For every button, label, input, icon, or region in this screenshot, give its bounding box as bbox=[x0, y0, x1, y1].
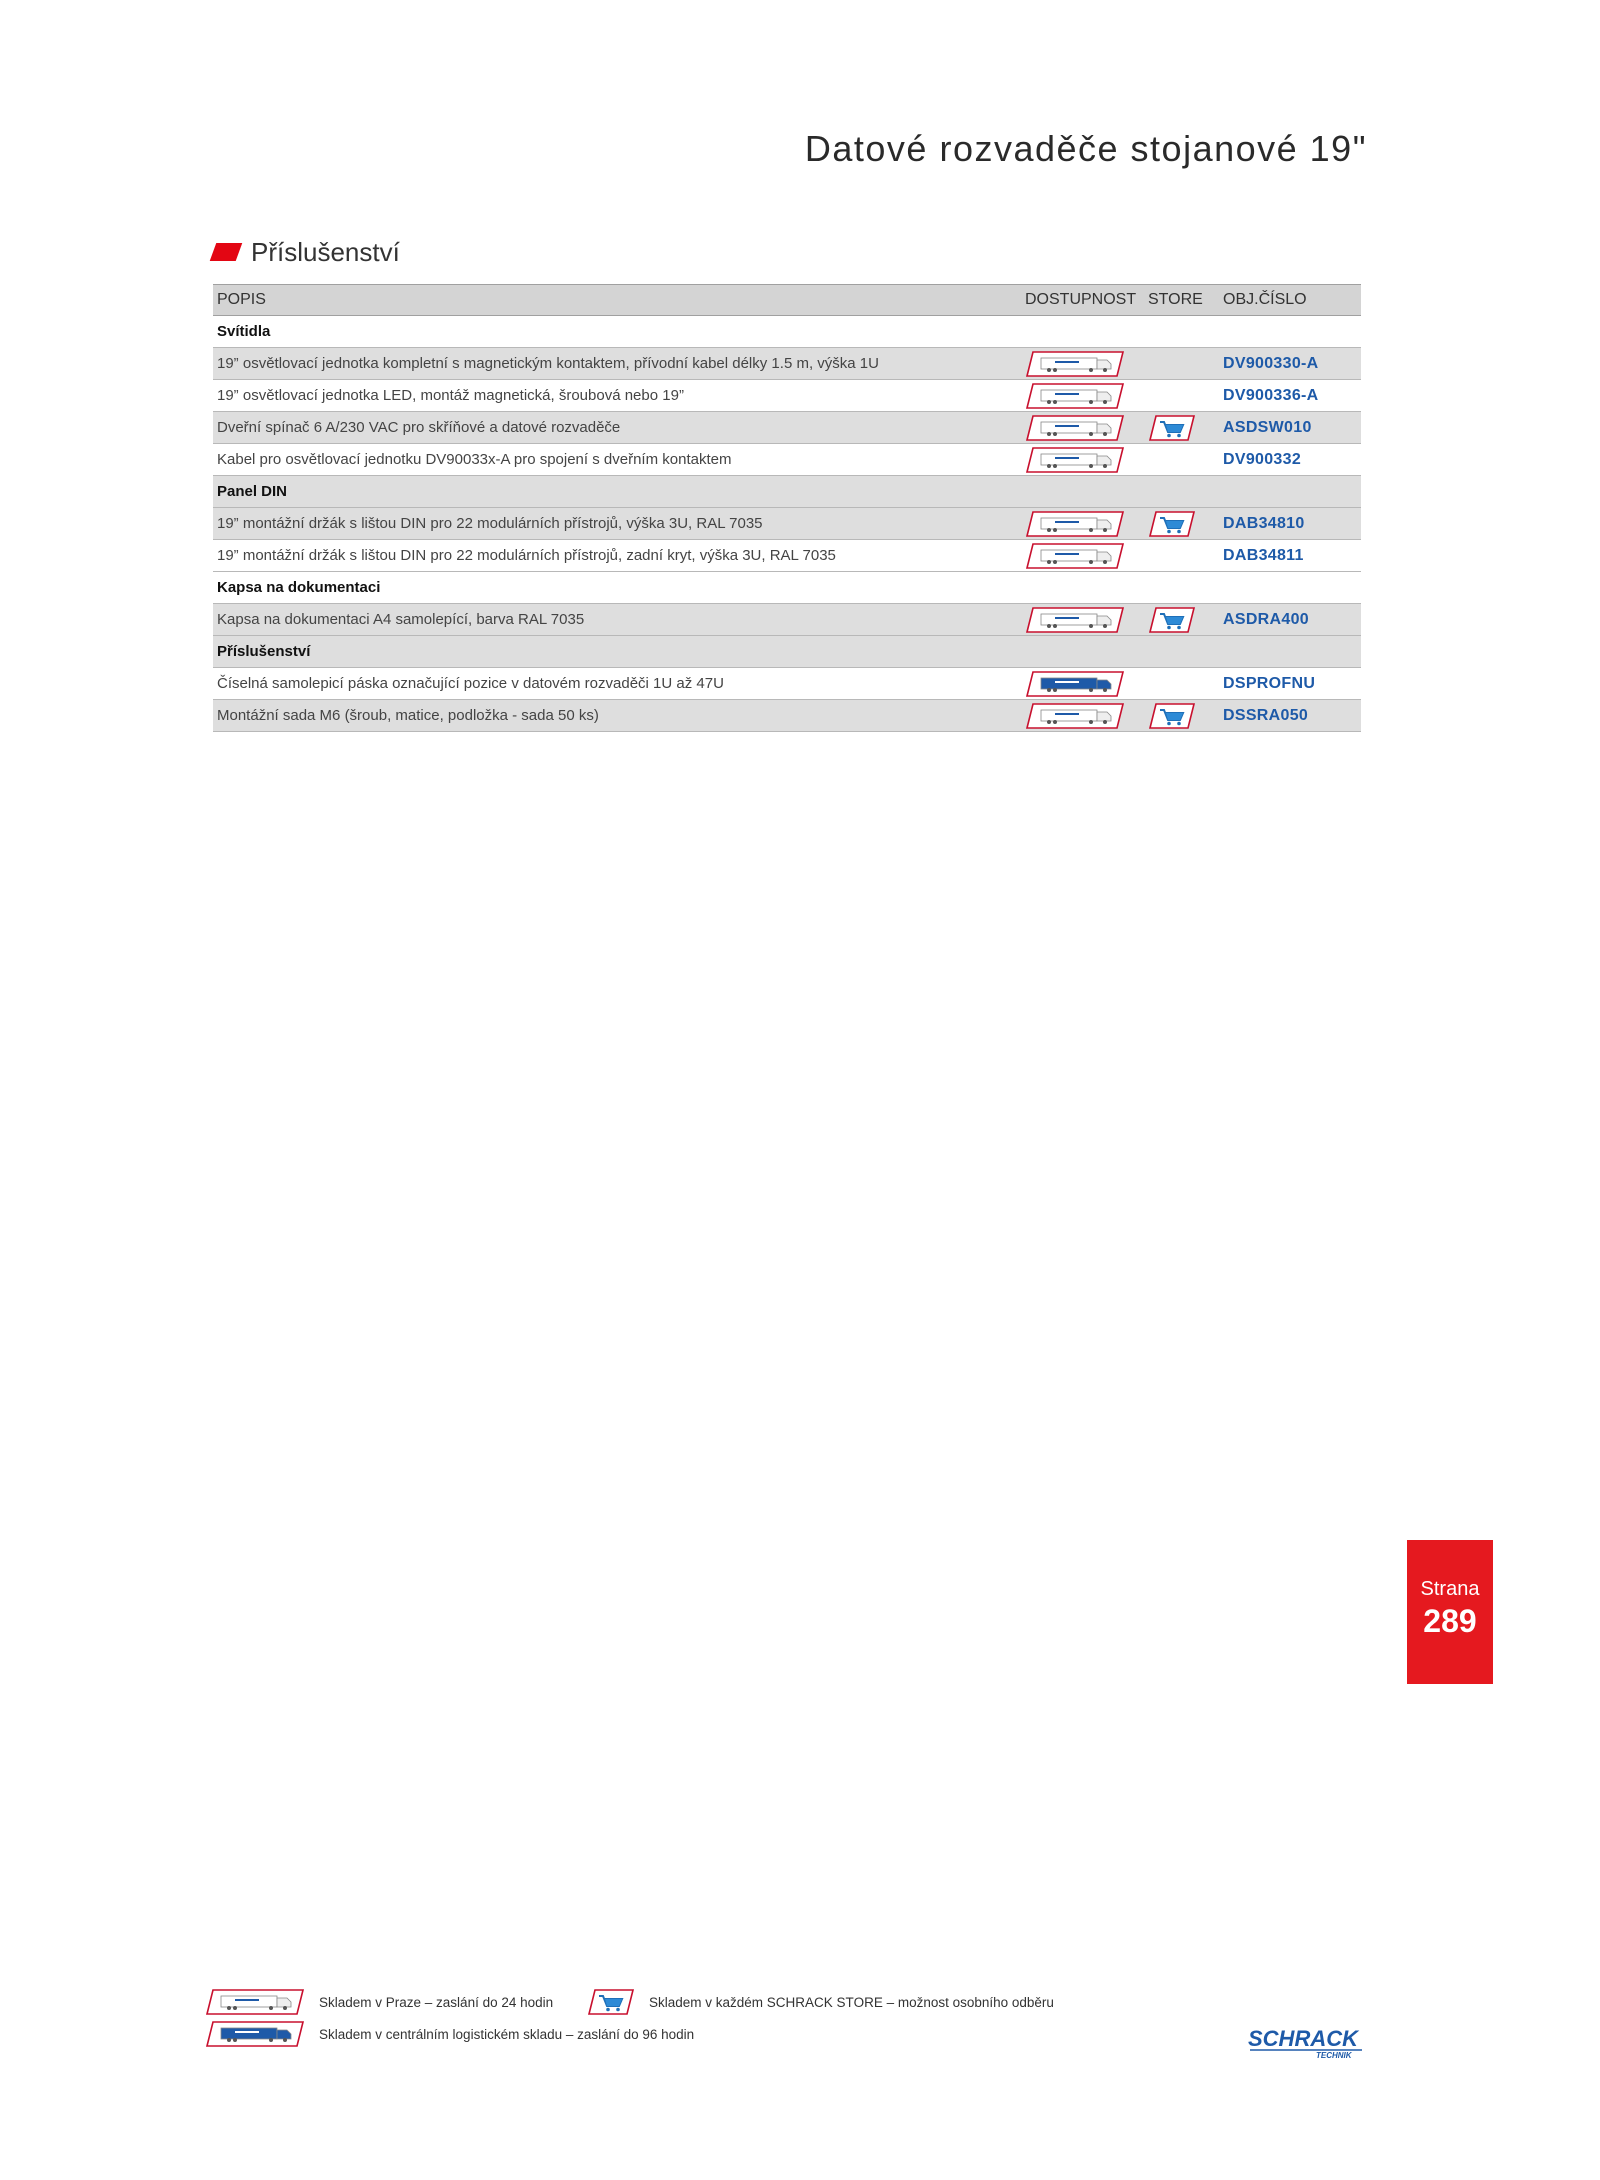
cart-icon bbox=[1144, 604, 1219, 636]
store-empty bbox=[1144, 668, 1219, 700]
order-code-link[interactable]: ASDRA400 bbox=[1219, 604, 1361, 636]
section-heading bbox=[213, 236, 400, 268]
product-description: Kabel pro osvětlovací jednotku DV90033x-A pro spojení s dveřním kontaktem bbox=[213, 444, 1021, 476]
truck-white-icon bbox=[205, 1988, 305, 2016]
product-table bbox=[213, 284, 1361, 732]
product-description: 19” montážní držák s lištou DIN pro 22 modulárních přístrojů, výška 3U, RAL 7035 bbox=[213, 508, 1021, 540]
group-title: Příslušenství bbox=[213, 636, 1361, 668]
table-row bbox=[213, 348, 1361, 380]
store-empty bbox=[1144, 348, 1219, 380]
group-title: Kapsa na dokumentaci bbox=[213, 572, 1361, 604]
svg-text:SCHRACK: SCHRACK bbox=[1248, 2026, 1358, 2051]
product-description: Číselná samolepicí páska označující pozice v datovém rozvaděči 1U až 47U bbox=[213, 668, 1021, 700]
legend-store-text: Skladem v každém SCHRACK STORE – možnost osobního odběru bbox=[649, 1994, 1054, 2010]
group-row bbox=[213, 476, 1361, 508]
product-description: Montážní sada M6 (šroub, matice, podložka - sada 50 ks) bbox=[213, 700, 1021, 732]
group-row bbox=[213, 636, 1361, 668]
group-row bbox=[213, 572, 1361, 604]
product-description: Kapsa na dokumentaci A4 samolepící, barva RAL 7035 bbox=[213, 604, 1021, 636]
truck-blue-icon bbox=[1021, 668, 1144, 700]
legend-central bbox=[205, 2020, 694, 2048]
section-title: Příslušenství bbox=[251, 236, 400, 267]
page-title: Datové rozvaděče stojanové 19" bbox=[804, 128, 1367, 169]
truck-white-icon bbox=[1021, 444, 1144, 476]
cart-icon bbox=[1144, 700, 1219, 732]
truck-white-icon bbox=[1021, 604, 1144, 636]
table-row bbox=[213, 412, 1361, 444]
table-row bbox=[213, 444, 1361, 476]
order-code-link[interactable]: ASDSW010 bbox=[1219, 412, 1361, 444]
truck-white-icon bbox=[1021, 700, 1144, 732]
table-header-row bbox=[213, 285, 1361, 316]
table-row bbox=[213, 380, 1361, 412]
order-code-link[interactable]: DV900336-A bbox=[1219, 380, 1361, 412]
table-row bbox=[213, 540, 1361, 572]
group-title: Svítidla bbox=[213, 316, 1361, 348]
table-row bbox=[213, 700, 1361, 732]
product-description: 19” osvětlovací jednotka LED, montáž magnetická, šroubová nebo 19” bbox=[213, 380, 1021, 412]
header-popis: POPIS bbox=[213, 285, 1021, 316]
store-empty bbox=[1144, 380, 1219, 412]
red-parallelogram-icon bbox=[210, 243, 243, 261]
truck-white-icon bbox=[1021, 508, 1144, 540]
table-row bbox=[213, 668, 1361, 700]
legend-praha-text: Skladem v Praze – zaslání do 24 hodin bbox=[319, 1994, 554, 2010]
cart-icon bbox=[1144, 508, 1219, 540]
truck-white-icon bbox=[1021, 380, 1144, 412]
truck-white-icon bbox=[1021, 412, 1144, 444]
cart-icon bbox=[1144, 412, 1219, 444]
truck-white-icon bbox=[1021, 540, 1144, 572]
legend-store bbox=[587, 1988, 1054, 2016]
order-code-link[interactable]: DV900332 bbox=[1219, 444, 1361, 476]
product-description: 19” montážní držák s lištou DIN pro 22 modulárních přístrojů, zadní kryt, výška 3U, RAL 7035 bbox=[213, 540, 1021, 572]
truck-blue-icon bbox=[205, 2020, 305, 2048]
page-number: 289 bbox=[1423, 1603, 1477, 1639]
group-row bbox=[213, 316, 1361, 348]
order-code-link[interactable]: DAB34810 bbox=[1219, 508, 1361, 540]
cart-icon bbox=[587, 1988, 635, 2016]
store-empty bbox=[1144, 540, 1219, 572]
svg-text:TECHNIK: TECHNIK bbox=[1316, 2051, 1352, 2060]
truck-white-icon bbox=[1021, 348, 1144, 380]
header-dostupnost: DOSTUPNOST bbox=[1021, 285, 1144, 316]
schrack-logo bbox=[1244, 2022, 1374, 2067]
order-code-link[interactable]: DSPROFNU bbox=[1219, 668, 1361, 700]
order-code-link[interactable]: DV900330-A bbox=[1219, 348, 1361, 380]
table-row bbox=[213, 604, 1361, 636]
order-code-link[interactable]: DAB34811 bbox=[1219, 540, 1361, 572]
legend-central-text: Skladem v centrálním logistickém skladu – zaslání do 96 hodin bbox=[319, 2026, 695, 2042]
table-row bbox=[213, 508, 1361, 540]
legend-praha bbox=[205, 1988, 553, 2016]
page-number-badge bbox=[1407, 1540, 1493, 1684]
page-number-label: Strana bbox=[1420, 1578, 1480, 1600]
header-obj-cislo: OBJ.ČÍSLO bbox=[1219, 285, 1361, 316]
group-title: Panel DIN bbox=[213, 476, 1361, 508]
header-store: STORE bbox=[1144, 285, 1219, 316]
product-description: Dveřní spínač 6 A/230 VAC pro skříňové a datové rozvaděče bbox=[213, 412, 1021, 444]
order-code-link[interactable]: DSSRA050 bbox=[1219, 700, 1361, 732]
product-description: 19” osvětlovací jednotka kompletní s magnetickým kontaktem, přívodní kabel délky 1.5 m, výška 1U bbox=[213, 348, 1021, 380]
store-empty bbox=[1144, 444, 1219, 476]
